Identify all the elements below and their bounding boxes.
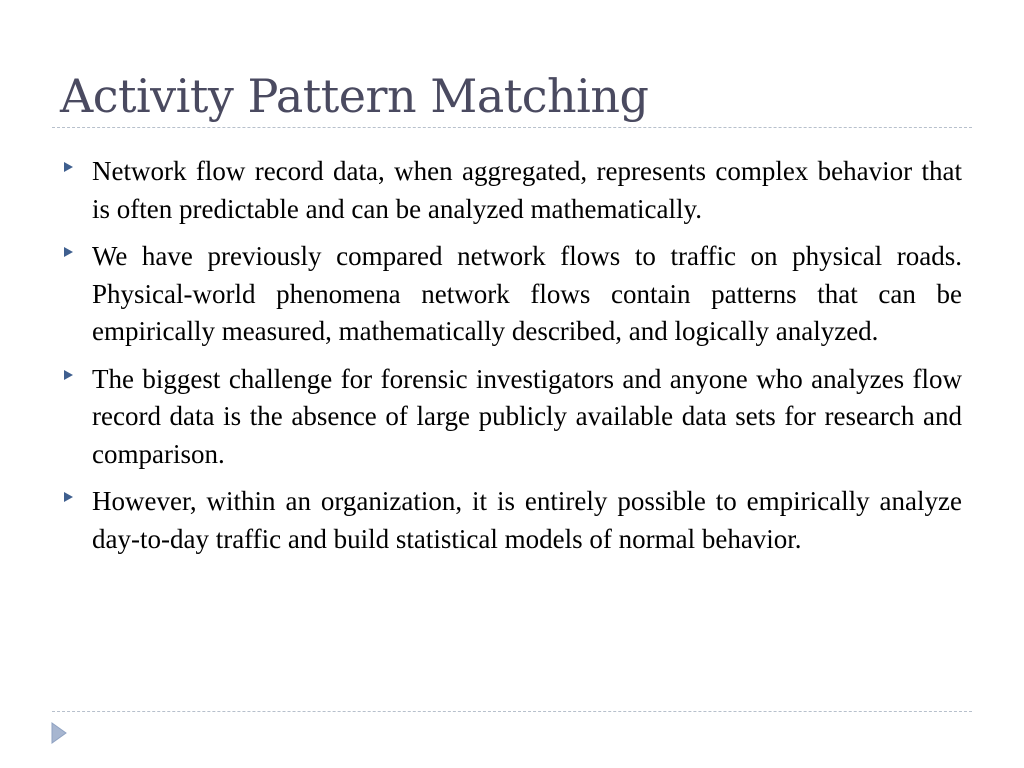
title-divider [52,127,972,128]
triangle-right-icon [64,162,73,172]
triangle-right-icon [64,247,73,257]
bullet-text: However, within an organization, it is entirely possible to empirically analyze day-to-day traffic and build statistical models of normal behavior. [92,486,962,554]
bullet-text: The biggest challenge for forensic investigators and anyone who analyzes flow record data is the absence of large publicly available data sets for research and comparison. [92,363,962,469]
triangle-right-icon [64,492,73,502]
footer-divider [52,711,972,712]
play-triangle-icon[interactable] [51,722,67,744]
bullet-item [58,153,962,228]
slide-title: Activity Pattern Matching [60,69,649,123]
bullet-item [58,361,962,474]
bullet-item [58,483,962,558]
bullet-text: Network flow record data, when aggregated, represents complex behavior that is often predictable and can be analyzed mathematically. [92,156,962,224]
triangle-right-icon [64,370,73,380]
bullet-list [58,153,962,568]
bullet-text: We have previously compared network flows to traffic on physical roads. Physical-world phenomena network flows contain patterns that can be empirically measured, mathematically described, and logically analyzed. [92,241,962,346]
bullet-item [58,238,962,351]
